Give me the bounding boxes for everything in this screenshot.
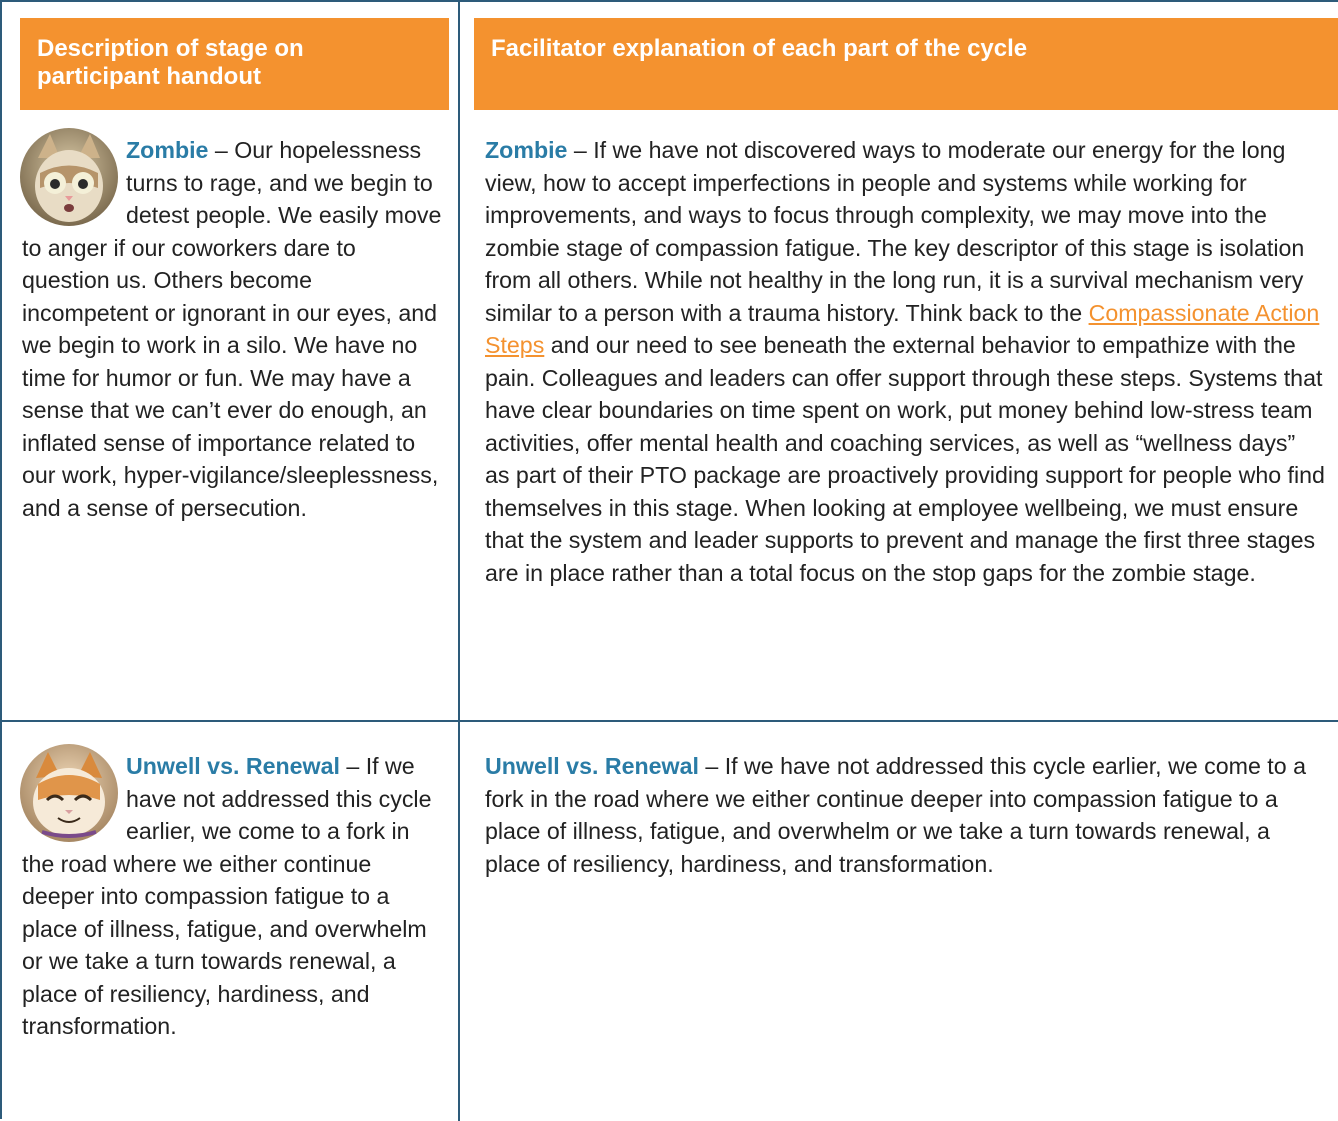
header-left: Description of stage on participant handout — [20, 18, 449, 110]
compassionate-action-steps-link[interactable]: Compassionate Action Steps — [485, 299, 1320, 358]
unwell-handout-cell — [22, 750, 442, 1043]
zombie-handout-cell — [22, 134, 442, 524]
unwell-facilitator-cell — [485, 750, 1325, 880]
unwell-facilitator-term: Unwell vs. Renewal — [485, 753, 699, 779]
row-divider — [2, 720, 1338, 722]
unwell-handout-text: – If we have not addressed this cycle earlier, we come to a fork in the road where we either continue deeper into compassion fatigue to a place of illness, fatigue, and overwhelm or we take a turn towards renewal, a place of resiliency, hardiness, and transformation. — [22, 753, 432, 1039]
zombie-handout-text: – Our hopelessness turns to rage, and we begin to detest people. We easily move to anger if our coworkers dare to question us. Others become incompetent or ignorant in our eyes, and we begin to work in a silo. We have no time for humor or fun. We may have a sense that we can’t ever do enough, an inflated sense of importance related to our work, hyper-vigilance/sleeplessness, and a sense of persecution. — [22, 137, 442, 521]
zombie-facilitator-text-before-link: – If we have not discovered ways to moderate our energy for the long view, how to accept imperfections in people and systems while working for improvements, and ways to focus through complexity, we may move into the zombie stage of compassion fatigue. The key descriptor of this stage is isolation from all others. While not healthy in the long run, it is a survival mechanism very similar to a person with a trauma history. Think back to the — [485, 137, 1305, 326]
unwell-facilitator-text: – If we have not addressed this cycle earlier, we come to a fork in the road where we either continue deeper into compassion fatigue to a place of illness, fatigue, and overwhelm or we take a turn towards renewal, a place of resiliency, hardiness, and transformation. — [485, 753, 1306, 877]
zombie-facilitator-text-after-link: and our need to see beneath the external behavior to empathize with the pain. Colleagues and leaders can offer support through these steps. Systems that have clear boundaries on time spent on work, put money behind low-stress team activities, offer mental health and coaching services, as well as “wellness days” as part of their PTO package are proactively providing support for people who find themselves in this stage. When looking at employee wellbeing, we must ensure that the system and leader supports to prevent and manage the first three stages are in place rather than a total focus on the stop gaps for the zombie stage. — [485, 332, 1325, 586]
startled-cat-icon — [20, 128, 118, 226]
header-right: Facilitator explanation of each part of the cycle — [474, 18, 1338, 110]
unwell-term: Unwell vs. Renewal — [126, 753, 340, 779]
column-divider — [458, 2, 460, 1121]
zombie-facilitator-cell — [485, 134, 1325, 589]
happy-cat-icon — [20, 744, 118, 842]
zombie-term: Zombie — [126, 137, 209, 163]
zombie-facilitator-term: Zombie — [485, 137, 568, 163]
